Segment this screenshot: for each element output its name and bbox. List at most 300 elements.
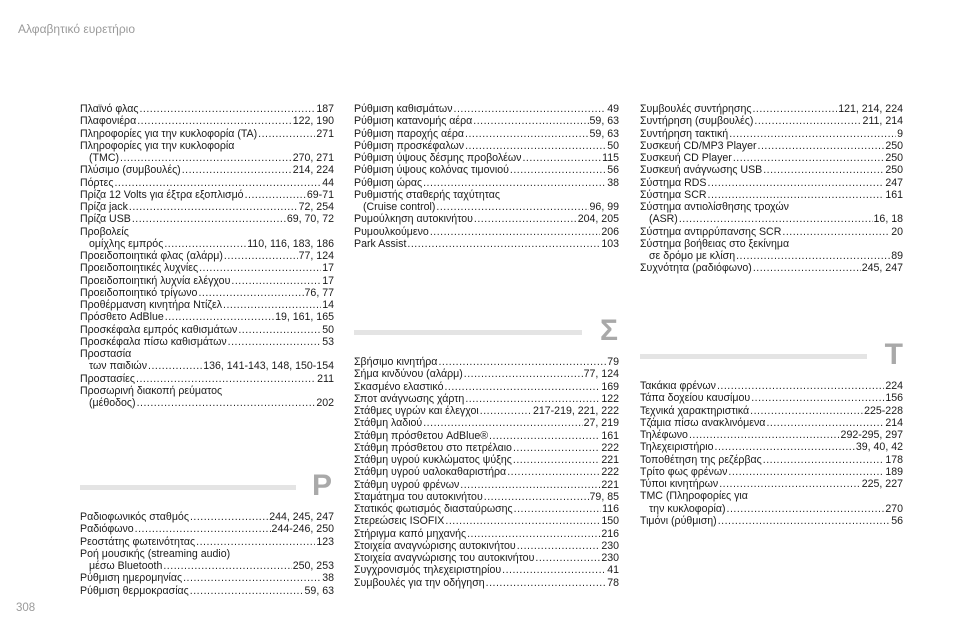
entry-pages: 161 xyxy=(601,429,619,442)
dot-leader xyxy=(502,564,606,576)
entry-pages: 110, 116, 183, 186 xyxy=(247,237,334,250)
index-entry xyxy=(640,503,903,515)
entry-term: Ρύθμιση κατανομής αέρα xyxy=(354,115,473,128)
entry-term: Τιμόνι (ρύθμιση) xyxy=(640,514,717,527)
index-entry xyxy=(80,360,334,372)
dot-leader xyxy=(444,381,600,393)
page-number: 308 xyxy=(16,602,36,614)
entry-term: Σβήσιμο κινητήρα xyxy=(354,356,438,368)
dot-leader xyxy=(751,392,884,404)
dot-leader xyxy=(474,213,577,225)
entry-term: Ρυμουλκούμενο xyxy=(354,225,429,238)
dot-leader xyxy=(199,262,321,274)
index-entry xyxy=(354,442,619,454)
entry-term: Τακάκια φρένων xyxy=(640,380,716,392)
entry-pages: 9 xyxy=(897,127,903,140)
dot-leader xyxy=(522,152,601,164)
entry-term: Συσκευή CD/MP3 Player xyxy=(640,139,757,152)
index-column-1-p xyxy=(80,511,334,597)
entry-term: Park Assist xyxy=(354,237,407,250)
entry-pages: 121, 214, 224 xyxy=(838,103,903,115)
dot-leader xyxy=(135,523,271,535)
entry-pages: 59, 63 xyxy=(589,115,619,128)
dot-leader xyxy=(513,442,600,454)
index-entry xyxy=(80,128,334,140)
entry-pages: 14 xyxy=(322,299,334,311)
index-column-2 xyxy=(354,103,619,250)
index-entry xyxy=(354,454,619,466)
entry-pages: 17 xyxy=(322,274,334,287)
entry-pages: 78 xyxy=(607,576,619,589)
entry-pages: 69-71 xyxy=(306,188,334,201)
entry-pages: 211 xyxy=(317,372,334,385)
entry-term: Προστασία xyxy=(80,348,132,360)
dot-leader xyxy=(423,417,582,429)
dot-leader xyxy=(763,164,884,176)
index-entry xyxy=(354,552,619,564)
entry-pages: 50 xyxy=(322,323,334,336)
dot-leader xyxy=(465,393,600,405)
index-entry xyxy=(80,373,334,385)
dot-leader xyxy=(245,189,306,201)
dot-leader xyxy=(114,177,321,189)
index-entry xyxy=(80,262,334,274)
index-entry xyxy=(354,356,619,368)
index-entry xyxy=(640,201,903,213)
index-entry xyxy=(354,577,619,589)
entry-term: Σήμα κινδύνου (αλάρμ) xyxy=(354,368,463,381)
entry-term: Τρίτο φως φρένων xyxy=(640,465,728,478)
dot-leader xyxy=(407,238,600,250)
index-entry xyxy=(640,441,903,453)
index-column-1 xyxy=(80,103,334,409)
index-entry xyxy=(640,128,903,140)
index-entry xyxy=(80,201,334,213)
entry-term: Ρυθμιστής σταθερής ταχύτητας xyxy=(354,188,501,201)
index-entry xyxy=(640,189,903,201)
index-entry xyxy=(354,177,619,189)
dot-leader xyxy=(238,324,321,336)
dot-leader xyxy=(728,466,884,478)
dot-leader xyxy=(489,430,600,442)
dot-leader xyxy=(120,152,292,164)
entry-pages: 49 xyxy=(607,103,619,115)
entry-pages: 20 xyxy=(891,225,903,238)
entry-term: Στοιχεία αναγνώρισης αυτοκινήτου xyxy=(354,539,516,552)
section-letter-p: P xyxy=(311,469,332,502)
entry-pages: 17 xyxy=(322,262,334,275)
index-entry xyxy=(640,478,903,490)
index-entry xyxy=(354,466,619,478)
dot-leader xyxy=(464,368,583,380)
index-entry xyxy=(354,164,619,176)
entry-pages: 59, 63 xyxy=(304,584,334,597)
entry-term: Τηλέφωνο xyxy=(640,429,688,441)
entry-pages: 16, 18 xyxy=(873,213,903,226)
index-entry xyxy=(80,348,334,360)
entry-pages: 50 xyxy=(607,139,619,152)
index-entry xyxy=(80,585,334,597)
index-column-2-s xyxy=(354,356,619,589)
entry-term: μέσω Bluetooth xyxy=(89,560,163,572)
entry-pages: 41 xyxy=(607,564,619,577)
entry-term: Στατικός φωτισμός διασταύρωσης xyxy=(354,503,513,515)
dot-leader xyxy=(766,417,884,429)
dot-leader xyxy=(467,528,600,540)
entry-pages: 230 xyxy=(601,552,619,564)
entry-term: Ρύθμιση παροχής αέρα xyxy=(354,127,464,140)
entry-term: Τηλεχειριστήριο xyxy=(640,441,714,454)
dot-leader xyxy=(139,103,315,115)
dot-leader xyxy=(190,511,268,523)
dot-leader xyxy=(423,177,606,189)
index-entry xyxy=(640,250,903,262)
index-entry xyxy=(354,405,619,417)
dot-leader xyxy=(718,515,891,527)
dot-leader xyxy=(708,189,885,201)
dot-leader xyxy=(190,585,304,597)
dot-leader xyxy=(148,360,202,372)
entry-term: Προειδοποιητικές λυχνίες xyxy=(80,262,199,275)
entry-term: Προστασίες xyxy=(80,372,135,385)
dot-leader xyxy=(438,356,606,368)
entry-term: Στάθμη υγρού φρένων xyxy=(354,478,460,491)
dot-leader xyxy=(727,503,885,515)
index-entry xyxy=(354,368,619,380)
entry-pages: 250 xyxy=(885,152,903,164)
index-entry xyxy=(640,140,903,152)
entry-term: Στάθμη υγρού κυκλώματος ψύξης xyxy=(354,454,512,466)
entry-pages: 204, 205 xyxy=(577,213,619,226)
entry-pages: 79, 85 xyxy=(589,490,619,503)
entry-term: Πρόσθετο AdBlue xyxy=(80,311,164,324)
index-column-3-t xyxy=(640,380,903,527)
entry-pages: 39, 40, 42 xyxy=(855,441,903,454)
index-group-sigma-cont xyxy=(640,103,903,275)
entry-term: Ραδιοφωνικός σταθμός xyxy=(80,511,189,523)
dot-leader xyxy=(460,479,600,491)
index-entry xyxy=(80,572,334,584)
entry-term: την κυκλοφορία) xyxy=(649,502,726,515)
index-entry xyxy=(80,189,334,201)
index-entry xyxy=(640,262,903,274)
index-entry xyxy=(640,238,903,250)
section-letter-sigma: Σ xyxy=(599,314,618,347)
entry-pages: 270 xyxy=(885,502,903,515)
index-entry xyxy=(354,393,619,405)
entry-term: Πρίζα 12 Volts για έξτρα εξοπλισμό xyxy=(80,188,244,201)
index-entry xyxy=(80,140,334,152)
entry-term: Πλύσιμο (συμβουλές) xyxy=(80,164,181,177)
index-entry xyxy=(354,417,619,429)
entry-pages: 96, 99 xyxy=(589,201,619,213)
entry-term: (Cruise control) xyxy=(363,201,436,213)
entry-pages: 136, 141-143, 148, 150-154 xyxy=(203,360,334,373)
index-entry xyxy=(80,311,334,323)
entry-pages: 38 xyxy=(607,176,619,189)
entry-pages: 292-295, 297 xyxy=(840,429,903,441)
section-bar xyxy=(640,354,867,359)
entry-pages: 27, 219 xyxy=(583,417,619,430)
entry-pages: 38 xyxy=(322,572,334,585)
entry-pages: 44 xyxy=(322,176,334,189)
index-entry xyxy=(354,381,619,393)
entry-pages: 225-228 xyxy=(864,404,903,417)
index-entry xyxy=(640,115,903,127)
entry-term: Ρύθμιση ύψους κολόνας τιμονιού xyxy=(354,164,509,177)
dot-leader xyxy=(198,287,303,299)
entry-pages: 19, 161, 165 xyxy=(275,311,334,324)
entry-term: Τζάμια πίσω ανακλινόμενα xyxy=(640,416,766,429)
dot-leader xyxy=(486,577,607,589)
index-entry xyxy=(80,103,334,115)
entry-pages: 89 xyxy=(891,250,903,262)
index-column-3 xyxy=(640,103,903,275)
entry-term: Προσωρινή διακοπή ρεύματος xyxy=(80,384,223,397)
index-entry xyxy=(80,213,334,225)
entry-pages: 202 xyxy=(316,397,334,409)
index-entry xyxy=(80,238,334,250)
dot-leader xyxy=(484,491,589,503)
index-entry xyxy=(640,213,903,225)
dot-leader xyxy=(480,405,532,417)
dot-leader xyxy=(137,397,316,409)
index-entry xyxy=(640,152,903,164)
entry-term: Σύστημα αντιρρύπανσης SCR xyxy=(640,225,782,238)
index-entry xyxy=(80,250,334,262)
entry-term: Πληροφορίες για την κυκλοφορία (TA) xyxy=(80,127,258,140)
entry-pages: 150 xyxy=(601,515,619,528)
entry-pages: 122 xyxy=(601,392,619,405)
page-header-title: Αλφαβητικό ευρετήριο xyxy=(18,22,136,36)
entry-pages: 245, 247 xyxy=(861,262,903,275)
entry-term: Προσκέφαλα εμπρός καθισμάτων xyxy=(80,323,238,336)
dot-leader xyxy=(517,540,601,552)
index-entry xyxy=(640,405,903,417)
dot-leader xyxy=(689,429,840,441)
dot-leader xyxy=(753,262,861,274)
dot-leader xyxy=(165,311,274,323)
entry-pages: 206 xyxy=(601,225,619,238)
dot-leader xyxy=(715,441,855,453)
entry-term: Ροή μουσικής (streaming audio) xyxy=(80,547,231,560)
entry-term: (TMC) xyxy=(89,152,120,164)
dot-leader xyxy=(196,536,315,548)
index-entry xyxy=(640,164,903,176)
index-entry xyxy=(80,397,334,409)
index-entry xyxy=(354,226,619,238)
entry-pages: 250 xyxy=(885,164,903,177)
entry-term: Τεχνικά χαρακτηριστικά xyxy=(640,404,750,417)
index-entry xyxy=(80,299,334,311)
dot-leader xyxy=(782,226,890,238)
index-entry xyxy=(354,103,619,115)
entry-term: Συσκευή CD Player xyxy=(640,152,732,164)
entry-pages: 250, 253 xyxy=(292,560,334,572)
entry-pages: 56 xyxy=(891,514,903,527)
entry-term: Προειδοποιητικό τρίγωνο xyxy=(80,286,198,299)
index-entry xyxy=(640,226,903,238)
dot-leader xyxy=(507,466,600,478)
index-entry xyxy=(640,103,903,115)
index-entry xyxy=(354,152,619,164)
index-entry xyxy=(354,140,619,152)
entry-pages: 77, 124 xyxy=(583,368,619,381)
entry-pages: 103 xyxy=(601,237,619,250)
entry-term: Ρεοστάτης φωτεινότητας xyxy=(80,535,196,548)
entry-term: Στάθμη πρόσθετου AdBlue® xyxy=(354,429,489,442)
index-entry xyxy=(80,287,334,299)
dot-leader xyxy=(754,115,861,127)
index-entry xyxy=(80,523,334,535)
index-entry xyxy=(640,417,903,429)
dot-leader xyxy=(164,238,246,250)
entry-pages: 225, 227 xyxy=(861,478,903,490)
dot-leader xyxy=(223,299,321,311)
entry-term: Πόρτες xyxy=(80,176,114,189)
entry-term: Προειδοποιητική λυχνία ελέγχου xyxy=(80,274,231,287)
entry-pages: 59, 63 xyxy=(589,127,619,140)
dot-leader xyxy=(445,515,600,527)
entry-pages: 178 xyxy=(885,453,903,466)
entry-term: Ρυμούλκηση αυτοκινήτου xyxy=(354,213,473,226)
entry-term: Σποτ ανάγνωσης χάρτη xyxy=(354,392,465,405)
entry-pages: 122, 190 xyxy=(292,115,334,128)
dot-leader xyxy=(136,373,316,385)
dot-leader xyxy=(510,164,606,176)
index-entry xyxy=(80,152,334,164)
index-entry xyxy=(354,528,619,540)
section-letter-tau: T xyxy=(884,338,903,371)
entry-term: Ρύθμιση θερμοκρασίας xyxy=(80,584,189,597)
dot-leader xyxy=(183,572,321,584)
index-entry xyxy=(80,336,334,348)
entry-term: Τάπα δοχείου καυσίμου xyxy=(640,392,751,405)
dot-leader xyxy=(750,405,863,417)
entry-term: Προβολείς xyxy=(80,225,129,238)
entry-pages: 214, 224 xyxy=(292,164,334,177)
entry-pages: 189 xyxy=(885,465,903,478)
index-entry xyxy=(640,466,903,478)
index-entry xyxy=(354,503,619,515)
index-entry xyxy=(80,177,334,189)
dot-leader xyxy=(436,201,588,213)
dot-leader xyxy=(231,275,321,287)
index-entry xyxy=(80,164,334,176)
entry-term: (ASR) xyxy=(649,213,678,226)
entry-pages: 76, 77 xyxy=(304,286,334,299)
dot-leader xyxy=(228,336,322,348)
index-entry xyxy=(80,511,334,523)
entry-term: Στάθμη υγρού υαλοκαθαριστήρα xyxy=(354,466,507,479)
index-entry xyxy=(354,479,619,491)
dot-leader xyxy=(719,478,861,490)
dot-leader xyxy=(454,103,607,115)
index-entry xyxy=(80,226,334,238)
entry-term: Προειδοποιητικά φλας (αλάρμ) xyxy=(80,250,223,262)
entry-term: ομίχλης εμπρός xyxy=(89,237,164,250)
entry-term: Πλαφονιέρα xyxy=(80,115,137,128)
entry-term: (μέθοδος) xyxy=(89,397,136,409)
entry-term: Τύποι κινητήρων xyxy=(640,478,719,490)
entry-term: Πρίζα jack xyxy=(80,201,128,213)
dot-leader xyxy=(679,213,873,225)
index-entry xyxy=(80,548,334,560)
index-group-sigma xyxy=(354,356,619,589)
entry-term: Ραδιόφωνο xyxy=(80,523,134,536)
index-entry xyxy=(354,515,619,527)
entry-pages: 156 xyxy=(885,392,903,405)
section-divider-tau xyxy=(640,338,903,371)
dot-leader xyxy=(258,128,315,140)
dot-leader xyxy=(513,454,600,466)
index-entry xyxy=(354,115,619,127)
entry-term: Συμβουλές για την οδήγηση xyxy=(354,576,485,589)
index-entry xyxy=(354,238,619,250)
entry-term: Στάθμη λαδιού xyxy=(354,417,423,430)
entry-pages: 187 xyxy=(316,103,334,115)
dot-leader xyxy=(758,140,885,152)
entry-term: Συγχρονισμός τηλεχειριστηρίου xyxy=(354,564,502,577)
entry-pages: 244-246, 250 xyxy=(271,523,334,536)
index-entry xyxy=(354,564,619,576)
dot-leader xyxy=(752,103,837,115)
entry-term: Πληροφορίες για την κυκλοφορία xyxy=(80,139,235,152)
entry-term: Στοιχεία αναγνώρισης του αυτοκινήτου xyxy=(354,552,535,564)
dot-leader xyxy=(129,201,298,213)
entry-term: Ρύθμιση προσκέφαλων xyxy=(354,139,465,152)
entry-pages: 53 xyxy=(322,335,334,348)
entry-pages: 79 xyxy=(607,356,619,368)
index-entry xyxy=(354,540,619,552)
dot-leader xyxy=(717,380,884,392)
dot-leader xyxy=(736,250,890,262)
entry-term: Ρύθμιση καθισμάτων xyxy=(354,103,453,115)
entry-term: TMC (Πληροφορίες για xyxy=(640,490,748,503)
entry-term: σε δρόμο με κλίση xyxy=(649,250,736,262)
dot-leader xyxy=(708,177,885,189)
entry-pages: 271 xyxy=(316,127,334,140)
index-group-rho-cont xyxy=(354,103,619,250)
section-divider-p xyxy=(80,469,332,502)
entry-term: Ρύθμιση ώρας xyxy=(354,176,423,189)
entry-pages: 211, 214 xyxy=(862,115,903,128)
dot-leader xyxy=(763,454,885,466)
entry-term: Σταμάτημα του αυτοκινήτου xyxy=(354,490,483,503)
entry-pages: 214 xyxy=(885,416,903,429)
entry-pages: 217-219, 221, 222 xyxy=(532,405,619,417)
entry-term: Στερεώσεις ISOFIX xyxy=(354,515,445,528)
index-group-tau xyxy=(640,380,903,527)
dot-leader xyxy=(132,213,286,225)
index-entry xyxy=(640,429,903,441)
entry-pages: 72, 254 xyxy=(298,201,334,213)
dot-leader xyxy=(535,552,600,564)
index-entry xyxy=(80,115,334,127)
entry-pages: 77, 124 xyxy=(298,250,334,262)
entry-term: Σύστημα RDS xyxy=(640,176,707,189)
index-entry xyxy=(80,560,334,572)
index-entry xyxy=(354,128,619,140)
dot-leader xyxy=(182,164,292,176)
section-divider-sigma xyxy=(354,314,618,347)
entry-term: Σκασμένο ελαστικό xyxy=(354,380,444,393)
entry-term: Προσκέφαλα πίσω καθισμάτων xyxy=(80,335,227,348)
entry-term: των παιδιών xyxy=(89,360,148,373)
index-entry xyxy=(354,189,619,201)
index-entry xyxy=(354,491,619,503)
index-entry xyxy=(80,536,334,548)
